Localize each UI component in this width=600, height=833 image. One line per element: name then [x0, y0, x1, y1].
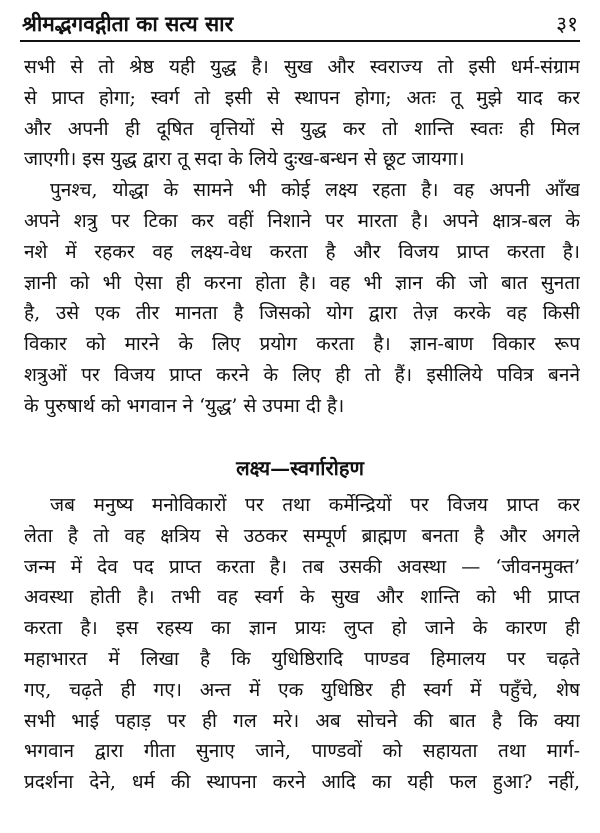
body-text — [24, 52, 580, 422]
text-line: गए, चढ़ते ही गए। अन्त में एक युधिष्ठिर ही स्वर्ग में पहुँचे, शेष — [24, 678, 580, 701]
text-line: जाएगी। इस युद्ध द्वारा तू सदा के लिये दुःख-बन्धन से छूट जायगा। — [24, 148, 465, 171]
paragraph-2 — [24, 175, 580, 421]
paragraph-3 — [24, 490, 580, 798]
text-line: सभी भाई पहाड़ पर ही गल मरे। अब सोचने की बात है कि क्या — [24, 709, 580, 732]
text-line: करता है। इस रहस्य का ज्ञान प्रायः लुप्त हो जाने के कारण ही — [24, 617, 580, 640]
text-line: है, उसे एक तीर मानता है जिसको योग द्वारा तेज़ करके वह किसी — [24, 302, 580, 325]
section-heading: लक्ष्य—स्वर्गारोहण — [236, 456, 364, 480]
text-line: लेता है तो वह क्षत्रिय से उठकर सम्पूर्ण ब्राह्मण बनता है और अगले — [24, 524, 580, 547]
text-line: नशे में रहकर वह लक्ष्य-वेध करता है और विजय प्राप्त करता है। — [24, 240, 580, 263]
text-line: भगवान द्वारा गीता सुनाए जाने, पाण्डवों को सहायता तथा मार्ग- — [24, 740, 580, 763]
text-line: शत्रुओं पर विजय प्राप्त करने के लिए ही तो हैं। इसीलिये पवित्र बनने — [24, 363, 580, 386]
page-number: ३१ — [556, 12, 578, 36]
page-header — [20, 6, 580, 42]
text-line: महाभारत में लिखा है कि युधिष्ठिरादि पाण्डव हिमालय पर चढ़ते — [24, 647, 580, 670]
text-line: सभी से तो श्रेष्ठ यही युद्ध है। सुख और स्वराज्य तो इसी धर्म-संग्राम — [24, 56, 580, 78]
text-line: विकार को मारने के लिए प्रयोग करता है। ज्ञान-बाण विकार रूप — [24, 333, 580, 356]
paragraph-1 — [24, 52, 580, 175]
text-line: से प्राप्त होगा; स्वर्ग तो इसी से स्थापन होगा; अतः तू मुझे याद कर — [24, 86, 580, 109]
text-line: जन्म में देव पद प्राप्त करता है। तब उसकी अवस्था — ‘जीवनमुक्त’ — [24, 555, 580, 578]
text-line: के पुरुषार्थ को भगवान ने ‘युद्ध’ से उपमा दी है। — [24, 394, 345, 417]
text-line: जब मनुष्य मनोविकारों पर तथा कर्मेन्द्रियों पर विजय प्राप्त कर — [50, 494, 580, 516]
body-text-section-2 — [24, 490, 580, 798]
running-title: श्रीमद्भगवद्गीता का सत्य सार — [22, 11, 234, 36]
text-line: और अपनी ही दूषित वृत्तियों से युद्ध कर तो शान्ति स्वतः ही मिल — [24, 117, 580, 140]
text-line: अपने शत्रु पर टिका कर वहीं निशाने पर मारता है। अपने क्षात्र-बल के — [24, 209, 580, 232]
text-line: अवस्था होती है। तभी वह स्वर्ग के सुख और शान्ति को भी प्राप्त — [24, 586, 580, 609]
text-line: ज्ञानी को भी ऐसा ही करना होता है। वह भी ज्ञान की जो बात सुनता — [24, 271, 580, 294]
text-line: प्रदर्शना देने, धर्म की स्थापना करने आदि का यही फल हुआ? नहीं, — [24, 771, 580, 794]
text-line: पुनश्च, योद्धा के सामने भी कोई लक्ष्य रहता है। वह अपनी आँख — [50, 179, 580, 202]
